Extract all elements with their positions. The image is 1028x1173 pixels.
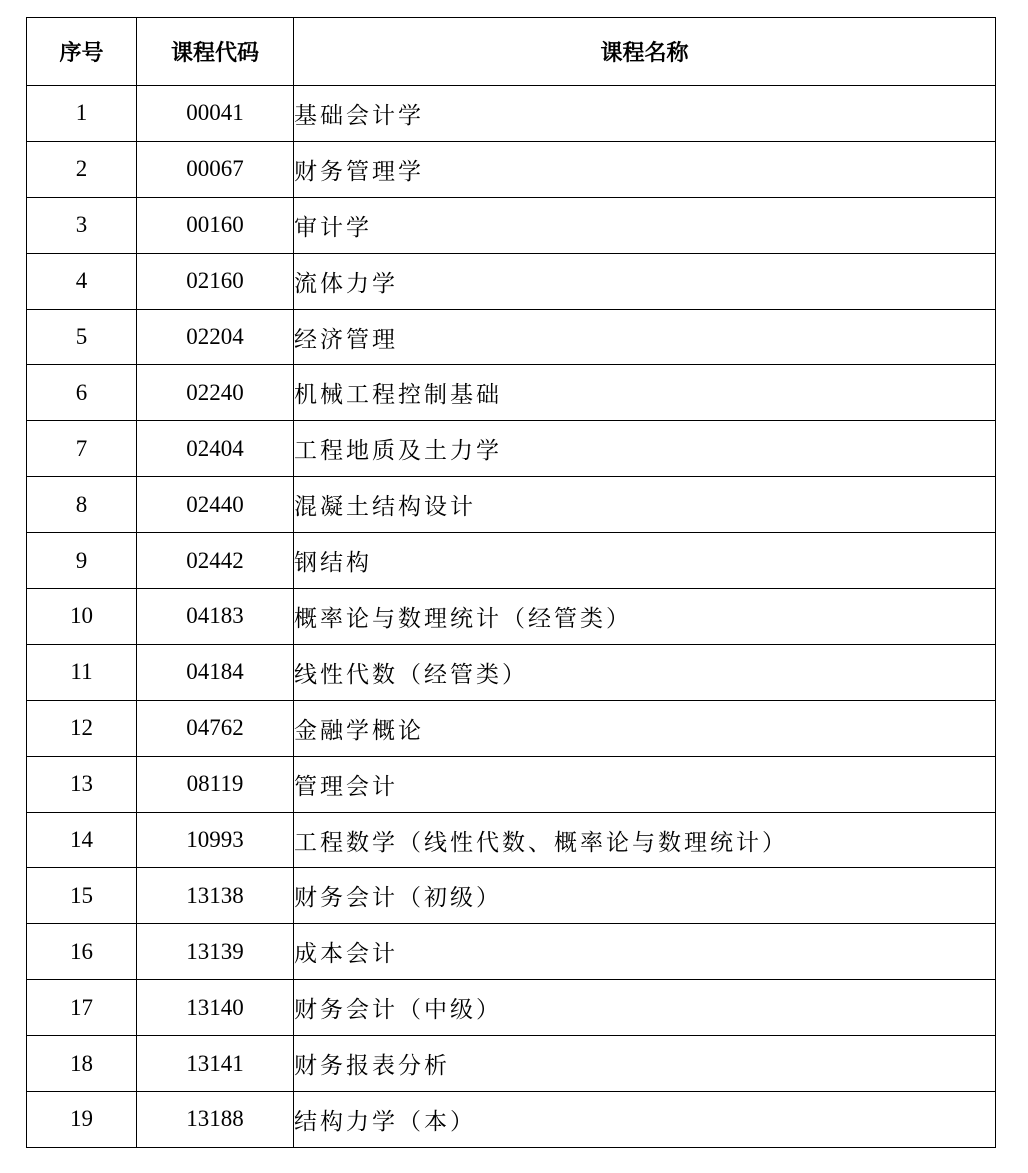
course-code-cell: 02404 [137,421,294,477]
table-row [27,477,996,533]
course-name-cell: 工程数学（线性代数、概率论与数理统计） [294,812,996,868]
table-row [27,980,996,1036]
course-code-cell: 04762 [137,700,294,756]
row-index-cell: 14 [27,812,137,868]
course-name-cell: 混凝土结构设计 [294,477,996,533]
row-index-cell: 8 [27,477,137,533]
header-index: 序号 [27,18,137,86]
course-code-cell: 13141 [137,1036,294,1092]
course-code-cell: 02204 [137,309,294,365]
table-row [27,141,996,197]
course-code-cell: 13140 [137,980,294,1036]
course-name-cell: 财务管理学 [294,141,996,197]
course-name-cell: 结构力学（本） [294,1092,996,1148]
course-name-cell: 线性代数（经管类） [294,644,996,700]
table-row [27,86,996,142]
course-name-cell: 钢结构 [294,533,996,589]
row-index-cell: 9 [27,533,137,589]
table-row [27,197,996,253]
course-name-cell: 审计学 [294,197,996,253]
table-row [27,644,996,700]
row-index-cell: 19 [27,1092,137,1148]
table-row [27,1036,996,1092]
course-code-cell: 08119 [137,756,294,812]
row-index-cell: 5 [27,309,137,365]
table-row [27,533,996,589]
course-name-cell: 财务报表分析 [294,1036,996,1092]
row-index-cell: 7 [27,421,137,477]
course-code-cell: 02240 [137,365,294,421]
table-row [27,812,996,868]
course-code-cell: 13138 [137,868,294,924]
row-index-cell: 6 [27,365,137,421]
course-name-cell: 经济管理 [294,309,996,365]
table-row [27,589,996,645]
course-name-cell: 成本会计 [294,924,996,980]
table-row [27,1092,996,1148]
table-header [27,18,996,86]
table-body [27,86,996,1148]
course-name-cell: 基础会计学 [294,86,996,142]
course-name-cell: 管理会计 [294,756,996,812]
table-row [27,868,996,924]
table-row [27,756,996,812]
course-code-cell: 00041 [137,86,294,142]
row-index-cell: 3 [27,197,137,253]
course-name-cell: 工程地质及土力学 [294,421,996,477]
table-row [27,700,996,756]
course-name-cell: 财务会计（中级） [294,980,996,1036]
row-index-cell: 17 [27,980,137,1036]
row-index-cell: 1 [27,86,137,142]
table-row [27,924,996,980]
row-index-cell: 12 [27,700,137,756]
table-row [27,365,996,421]
row-index-cell: 13 [27,756,137,812]
row-index-cell: 18 [27,1036,137,1092]
course-code-cell: 13188 [137,1092,294,1148]
row-index-cell: 15 [27,868,137,924]
table-row [27,253,996,309]
header-row [27,18,996,86]
row-index-cell: 11 [27,644,137,700]
course-code-cell: 02160 [137,253,294,309]
course-code-cell: 04183 [137,589,294,645]
course-code-cell: 00067 [137,141,294,197]
course-code-cell: 13139 [137,924,294,980]
course-name-cell: 机械工程控制基础 [294,365,996,421]
course-name-cell: 金融学概论 [294,700,996,756]
row-index-cell: 4 [27,253,137,309]
course-code-cell: 10993 [137,812,294,868]
course-name-cell: 财务会计（初级） [294,868,996,924]
row-index-cell: 16 [27,924,137,980]
row-index-cell: 2 [27,141,137,197]
course-code-cell: 04184 [137,644,294,700]
table-row [27,309,996,365]
course-name-cell: 概率论与数理统计（经管类） [294,589,996,645]
course-code-cell: 02440 [137,477,294,533]
course-code-cell: 02442 [137,533,294,589]
header-name: 课程名称 [294,18,996,86]
course-name-cell: 流体力学 [294,253,996,309]
header-code: 课程代码 [137,18,294,86]
course-code-cell: 00160 [137,197,294,253]
row-index-cell: 10 [27,589,137,645]
table-row [27,421,996,477]
course-table [26,17,996,1148]
